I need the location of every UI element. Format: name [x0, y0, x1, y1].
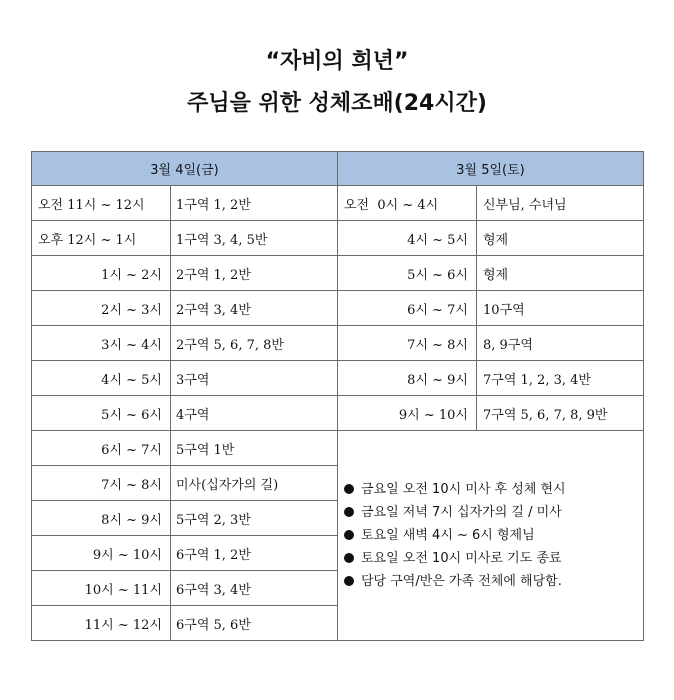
- schedule-table: [31, 151, 644, 641]
- bullet-icon: [344, 507, 354, 517]
- day1-group: 2구역 1, 2반: [171, 256, 338, 291]
- column-header-day2: 3월 5일(토): [338, 152, 644, 186]
- day2-time: 5시 ~ 6시: [338, 256, 477, 291]
- note-text: 토요일 새벽 4시 ~ 6시 형제님: [361, 528, 535, 543]
- day2-group: 형제: [477, 256, 644, 291]
- day2-group: 7구역 1, 2, 3, 4반: [477, 361, 644, 396]
- day1-time: 8시 ~ 9시: [32, 501, 171, 536]
- document-subtitle: 주님을 위한 성체조배(24시간): [187, 91, 487, 116]
- day1-group: 1구역 1, 2반: [171, 186, 338, 221]
- note-item: [344, 547, 643, 570]
- day2-group: 8, 9구역: [477, 326, 644, 361]
- day2-group: 7구역 5, 6, 7, 8, 9반: [477, 396, 644, 431]
- day2-time: 오전 0시 ~ 4시: [338, 186, 477, 221]
- table-row: [32, 326, 644, 361]
- table-row: [32, 221, 644, 256]
- day1-time: 7시 ~ 8시: [32, 466, 171, 501]
- day1-time: 10시 ~ 11시: [32, 571, 171, 606]
- day1-group: 3구역: [171, 361, 338, 396]
- note-text: 금요일 오전 10시 미사 후 성체 현시: [361, 482, 566, 497]
- day1-group: 6구역 5, 6반: [171, 606, 338, 641]
- document-title: “자비의 희년”: [265, 49, 409, 74]
- day1-group: 6구역 3, 4반: [171, 571, 338, 606]
- day1-group: 5구역 2, 3반: [171, 501, 338, 536]
- note-item: [344, 501, 643, 524]
- notes-cell: [338, 431, 644, 641]
- note-item: [344, 570, 643, 593]
- note-text: 담당 구역/반은 가족 전체에 해당함.: [361, 574, 562, 589]
- bullet-icon: [344, 484, 354, 494]
- day2-group: 신부님, 수녀님: [477, 186, 644, 221]
- table-row: [32, 291, 644, 326]
- day2-time: 4시 ~ 5시: [338, 221, 477, 256]
- day1-time: 오전 11시 ~ 12시: [32, 186, 171, 221]
- note-item: [344, 524, 643, 547]
- day1-group: 6구역 1, 2반: [171, 536, 338, 571]
- day2-time: 9시 ~ 10시: [338, 396, 477, 431]
- day1-time: 오후 12시 ~ 1시: [32, 221, 171, 256]
- day1-group: 4구역: [171, 396, 338, 431]
- day2-time: 8시 ~ 9시: [338, 361, 477, 396]
- table-row: [32, 431, 644, 466]
- day1-group: 5구역 1반: [171, 431, 338, 466]
- bullet-icon: [344, 530, 354, 540]
- day2-group: 형제: [477, 221, 644, 256]
- table-row: [32, 396, 644, 431]
- day1-time: 1시 ~ 2시: [32, 256, 171, 291]
- day1-group: 미사(십자가의 길): [171, 466, 338, 501]
- table-row: [32, 256, 644, 291]
- day1-time: 2시 ~ 3시: [32, 291, 171, 326]
- bullet-icon: [344, 553, 354, 563]
- day1-time: 9시 ~ 10시: [32, 536, 171, 571]
- note-text: 금요일 저녁 7시 십자가의 길 / 미사: [361, 505, 562, 520]
- day1-time: 11시 ~ 12시: [32, 606, 171, 641]
- notes-list: [344, 478, 643, 593]
- table-row: [32, 361, 644, 396]
- day1-time: 4시 ~ 5시: [32, 361, 171, 396]
- day1-time: 3시 ~ 4시: [32, 326, 171, 361]
- day2-time: 6시 ~ 7시: [338, 291, 477, 326]
- day1-group: 1구역 3, 4, 5반: [171, 221, 338, 256]
- day1-group: 2구역 3, 4반: [171, 291, 338, 326]
- day1-time: 5시 ~ 6시: [32, 396, 171, 431]
- note-text: 토요일 오전 10시 미사로 기도 종료: [361, 551, 562, 566]
- day1-time: 6시 ~ 7시: [32, 431, 171, 466]
- table-row: [32, 186, 644, 221]
- day2-time: 7시 ~ 8시: [338, 326, 477, 361]
- day1-group: 2구역 5, 6, 7, 8반: [171, 326, 338, 361]
- day2-group: 10구역: [477, 291, 644, 326]
- note-item: [344, 478, 643, 501]
- bullet-icon: [344, 576, 354, 586]
- column-header-day1: 3월 4일(금): [32, 152, 338, 186]
